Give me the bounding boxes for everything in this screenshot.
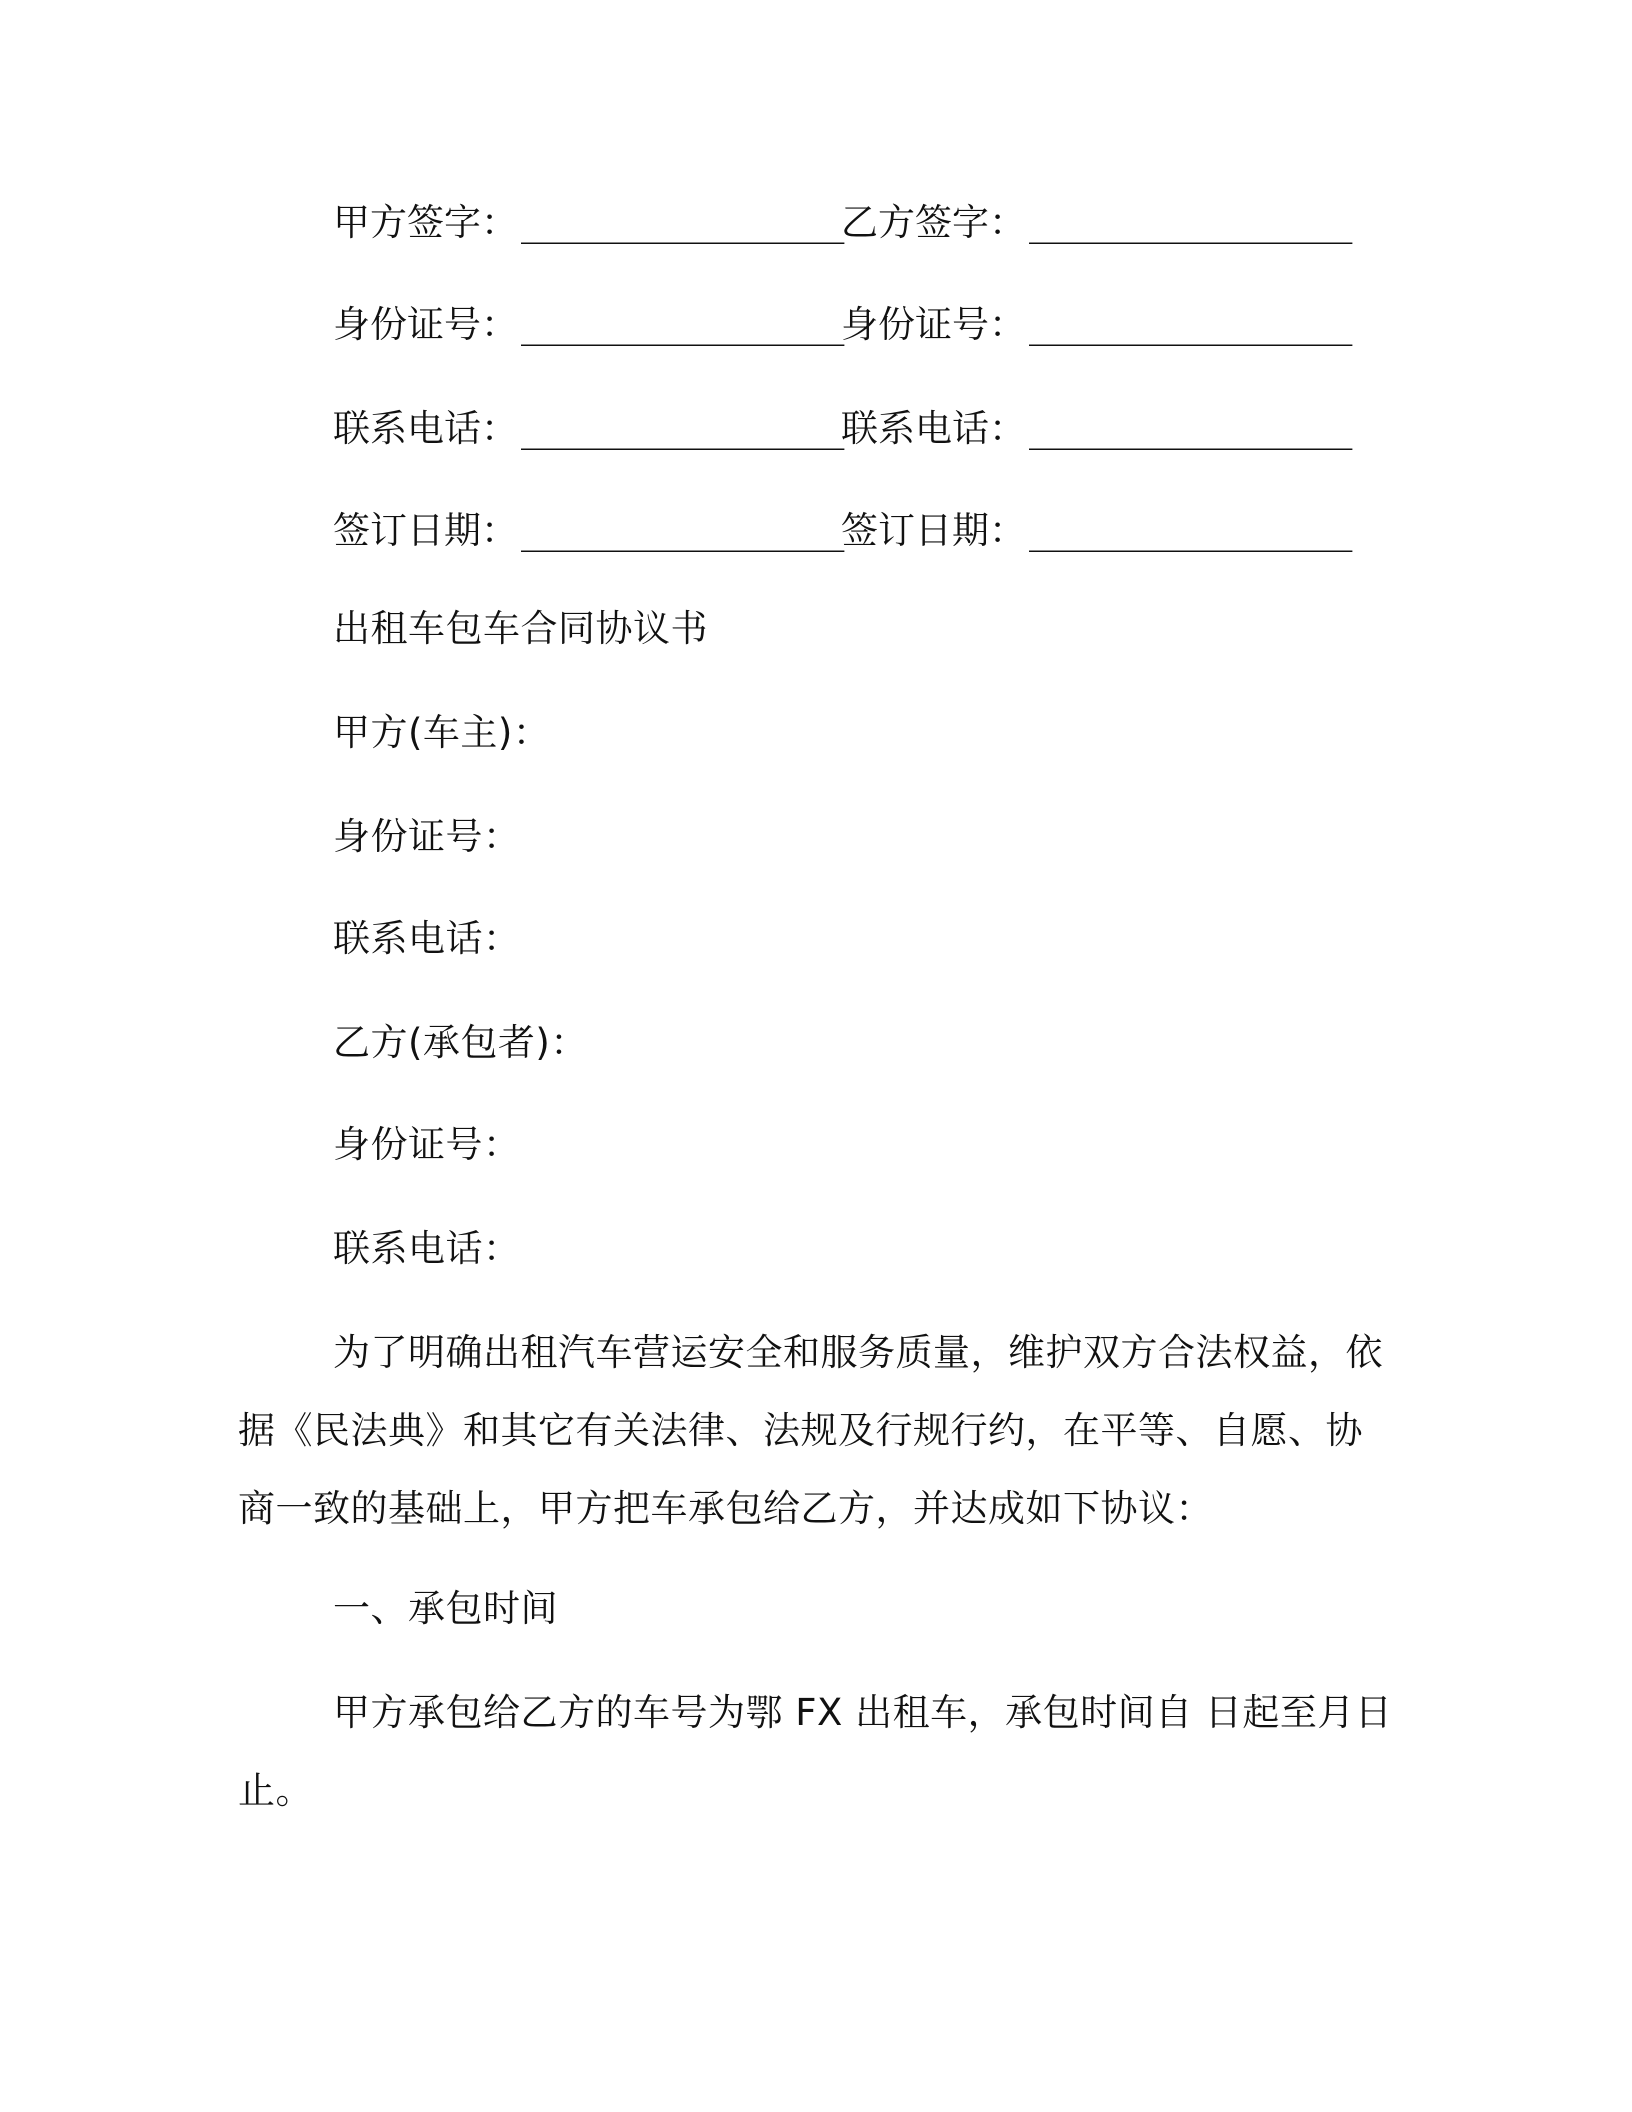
party-a-id-label: 身份证号： — [333, 815, 521, 858]
signature-row-date — [333, 506, 1351, 556]
contract-title: 出租车包车合同协议书 — [333, 607, 708, 650]
party-a-date-label: 签订日期： — [333, 509, 518, 552]
section-1-line-2: 止。 — [238, 1769, 313, 1812]
party-a-signature-blank: ________________ — [521, 201, 843, 244]
party-b-signature-blank: ________________ — [1029, 201, 1351, 244]
party-b-date-label: 签订日期： — [841, 509, 1026, 552]
party-b-phone-label: 联系电话： — [333, 1227, 521, 1270]
party-a-label: 甲方(车主)： — [333, 711, 551, 754]
party-b-id-blank: ________________ — [1029, 303, 1351, 346]
party-a-id-label: 身份证号： — [333, 303, 518, 346]
party-b-signature-label: 乙方签字： — [841, 201, 1026, 244]
party-a-date-blank: ________________ — [521, 509, 843, 552]
party-b-phone-label: 联系电话： — [841, 407, 1026, 450]
party-a-phone-blank: ________________ — [521, 407, 843, 450]
party-b-date-blank: ________________ — [1029, 509, 1351, 552]
preamble-line-3: 商一致的基础上，甲方把车承包给乙方，并达成如下协议： — [238, 1487, 1213, 1530]
party-b-phone-blank: ________________ — [1029, 407, 1351, 450]
party-a-phone-label: 联系电话： — [333, 407, 518, 450]
party-b-id-label: 身份证号： — [841, 303, 1026, 346]
party-a-phone-label: 联系电话： — [333, 917, 521, 960]
party-b-label: 乙方(承包者)： — [333, 1021, 588, 1064]
signature-row-signature — [333, 198, 1351, 248]
signature-row-phone — [333, 404, 1351, 454]
section-1-heading: 一、承包时间 — [333, 1587, 558, 1630]
party-a-signature-label: 甲方签字： — [333, 201, 518, 244]
preamble-line-1: 为了明确出租汽车营运安全和服务质量，维护双方合法权益，依 — [333, 1331, 1383, 1374]
section-1-line-1: 甲方承包给乙方的车号为鄂 FX 出租车，承包时间自 日起至月日 — [333, 1691, 1393, 1734]
preamble-line-2: 据《民法典》和其它有关法律、法规及行规行约，在平等、自愿、协 — [238, 1409, 1363, 1452]
party-a-id-blank: ________________ — [521, 303, 843, 346]
signature-row-id — [333, 300, 1351, 350]
party-b-id-label: 身份证号： — [333, 1123, 521, 1166]
